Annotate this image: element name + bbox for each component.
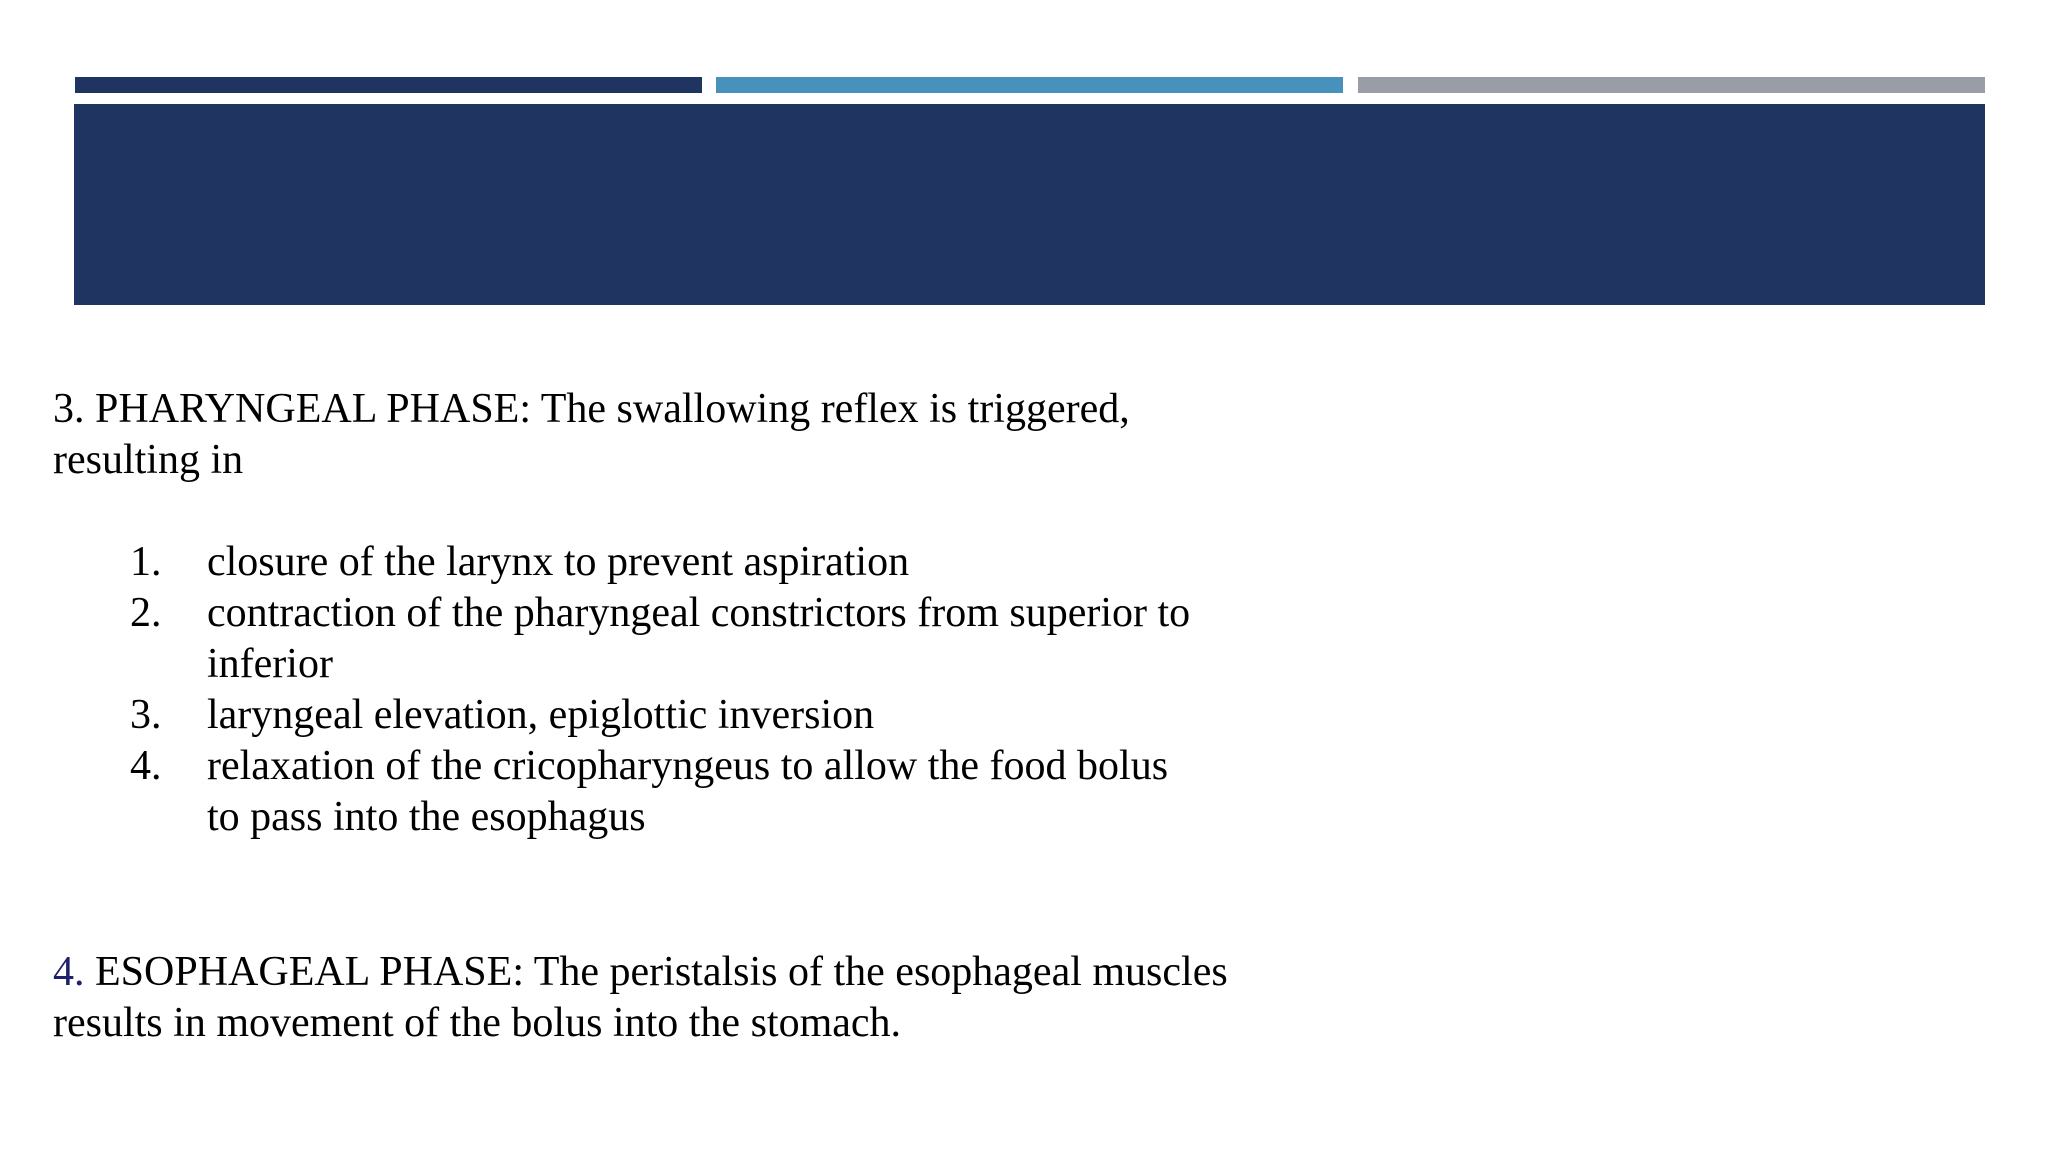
list-item-number: 3.	[130, 692, 162, 738]
pharyngeal-phase-text: 3. PHARYNGEAL PHASE: The swallowing reflex is triggered, resulting in	[53, 386, 1130, 483]
list-item-text: closure of the larynx to prevent aspiration	[207, 539, 910, 585]
list-item	[130, 690, 1233, 741]
list-item	[130, 741, 1233, 843]
list-item-number: 1.	[130, 539, 162, 585]
esophageal-phase-text	[53, 947, 1233, 1049]
list-item-number: 4.	[130, 743, 162, 789]
accent-bar-gray	[1358, 77, 1985, 93]
list-item	[130, 537, 1233, 588]
list-item-number: 2.	[130, 590, 162, 636]
esophageal-phase-body: ESOPHAGEAL PHASE: The peristalsis of the esophageal muscles results in movement of the bolus into the stomach.	[53, 949, 1228, 1046]
list-item	[130, 588, 1233, 690]
title-band	[74, 104, 1985, 305]
list-item-text: relaxation of the cricopharyngeus to allow the food bolus to pass into the esophagus	[207, 743, 1169, 840]
accent-bar-dark	[75, 77, 702, 93]
slide-content	[53, 384, 1233, 1049]
pharyngeal-phase-list	[53, 537, 1233, 843]
list-item-text: contraction of the pharyngeal constrictors from superior to inferior	[207, 590, 1191, 687]
list-item-text: laryngeal elevation, epiglottic inversion	[207, 692, 875, 738]
esophageal-phase-number: 4.	[53, 949, 85, 995]
accent-bar-blue	[716, 77, 1343, 93]
